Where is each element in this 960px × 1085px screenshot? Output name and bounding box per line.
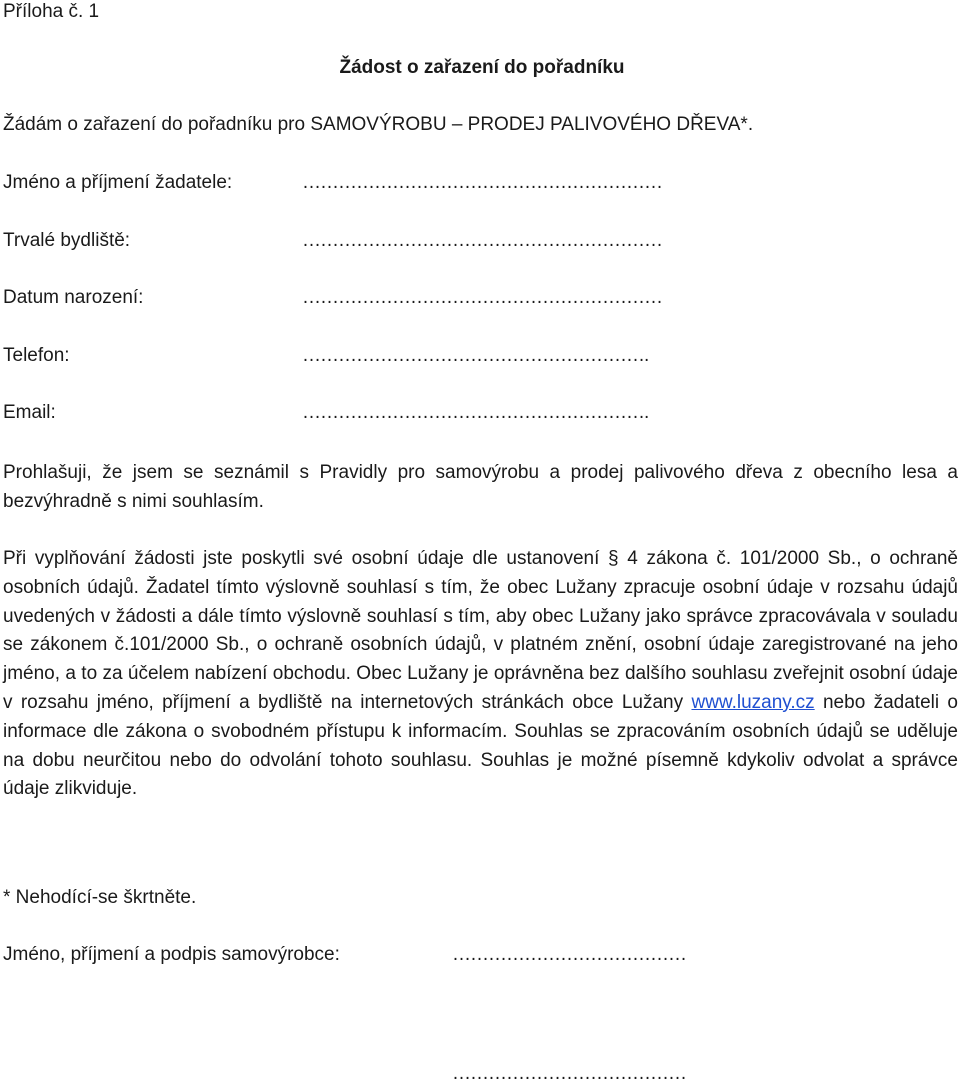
gdpr-text-after-link: nebo žadateli o informace dle zákona o svobodném přístupu k informacím. Souhlas se zpracováním osobních údajů se uděluje na dobu neurčitou nebo do odvolání tohoto souhlasu. Souhlas je možné písemně kdykoliv odvolat a správce údaje zlikviduje. bbox=[3, 691, 958, 800]
gdpr-paragraph bbox=[3, 545, 958, 804]
field-label-birthdate: Datum narození: bbox=[3, 287, 144, 308]
signature-blank[interactable]: ………………………………… bbox=[452, 944, 686, 965]
intro-text: Žádám o zařazení do pořadníku pro SAMOVÝROBU – PRODEJ PALIVOVÉHO DŘEVA*. bbox=[3, 114, 754, 135]
footnote: * Nehodící-se škrtněte. bbox=[3, 887, 197, 908]
field-blank-name[interactable]: …………………………………………………… bbox=[302, 172, 662, 193]
field-label-address: Trvalé bydliště: bbox=[3, 230, 131, 251]
declaration-paragraph: Prohlašuji, že jsem se seznámil s Pravidly pro samovýrobu a prodej palivového dřeva z obecního lesa a bezvýhradně s nimi souhlasím. bbox=[3, 462, 958, 512]
field-blank-email[interactable]: …………………………………………………. bbox=[302, 402, 649, 423]
signature-label: Jméno, příjmení a podpis samovýrobce: bbox=[3, 944, 340, 965]
field-label-email: Email: bbox=[3, 402, 56, 423]
gdpr-text-before-link: Při vyplňování žádosti jste poskytli své osobní údaje dle ustanovení § 4 zákona č. 101/2000 Sb., o ochraně osobních údajů. Žadatel tímto výslovně souhlasí s tím, že obec Lužany zpracuje osobní údaje v rozsahu údajů uvedených v žádosti a dále tímto výslovně souhlasí s tím, aby obec Lužany jako správce zpracovávala v souladu se zákonem č.101/2000 Sb., o ochraně osobních údajů, v platném znění, osobní údaje zaregistrované na jeho jméno, a to za účelem nabízení obchodu. Obec Lužany je oprávněna bez dalšího souhlasu zveřejnit osobní údaje v rozsahu jméno, příjmení a bydliště na internetových stránkách obce Lužany bbox=[3, 548, 958, 713]
signature-blank-second[interactable]: ………………………………… bbox=[452, 1063, 686, 1084]
municipality-website-link[interactable]: www.luzany.cz bbox=[691, 691, 815, 713]
field-blank-birthdate[interactable]: …………………………………………………… bbox=[302, 287, 662, 308]
annex-label: Příloha č. 1 bbox=[3, 1, 100, 22]
field-label-name: Jméno a příjmení žadatele: bbox=[3, 172, 233, 193]
form-title: Žádost o zařazení do pořadníku bbox=[339, 57, 625, 78]
field-blank-phone[interactable]: …………………………………………………. bbox=[302, 345, 649, 366]
field-blank-address[interactable]: …………………………………………………… bbox=[302, 230, 662, 251]
field-label-phone: Telefon: bbox=[3, 345, 70, 366]
